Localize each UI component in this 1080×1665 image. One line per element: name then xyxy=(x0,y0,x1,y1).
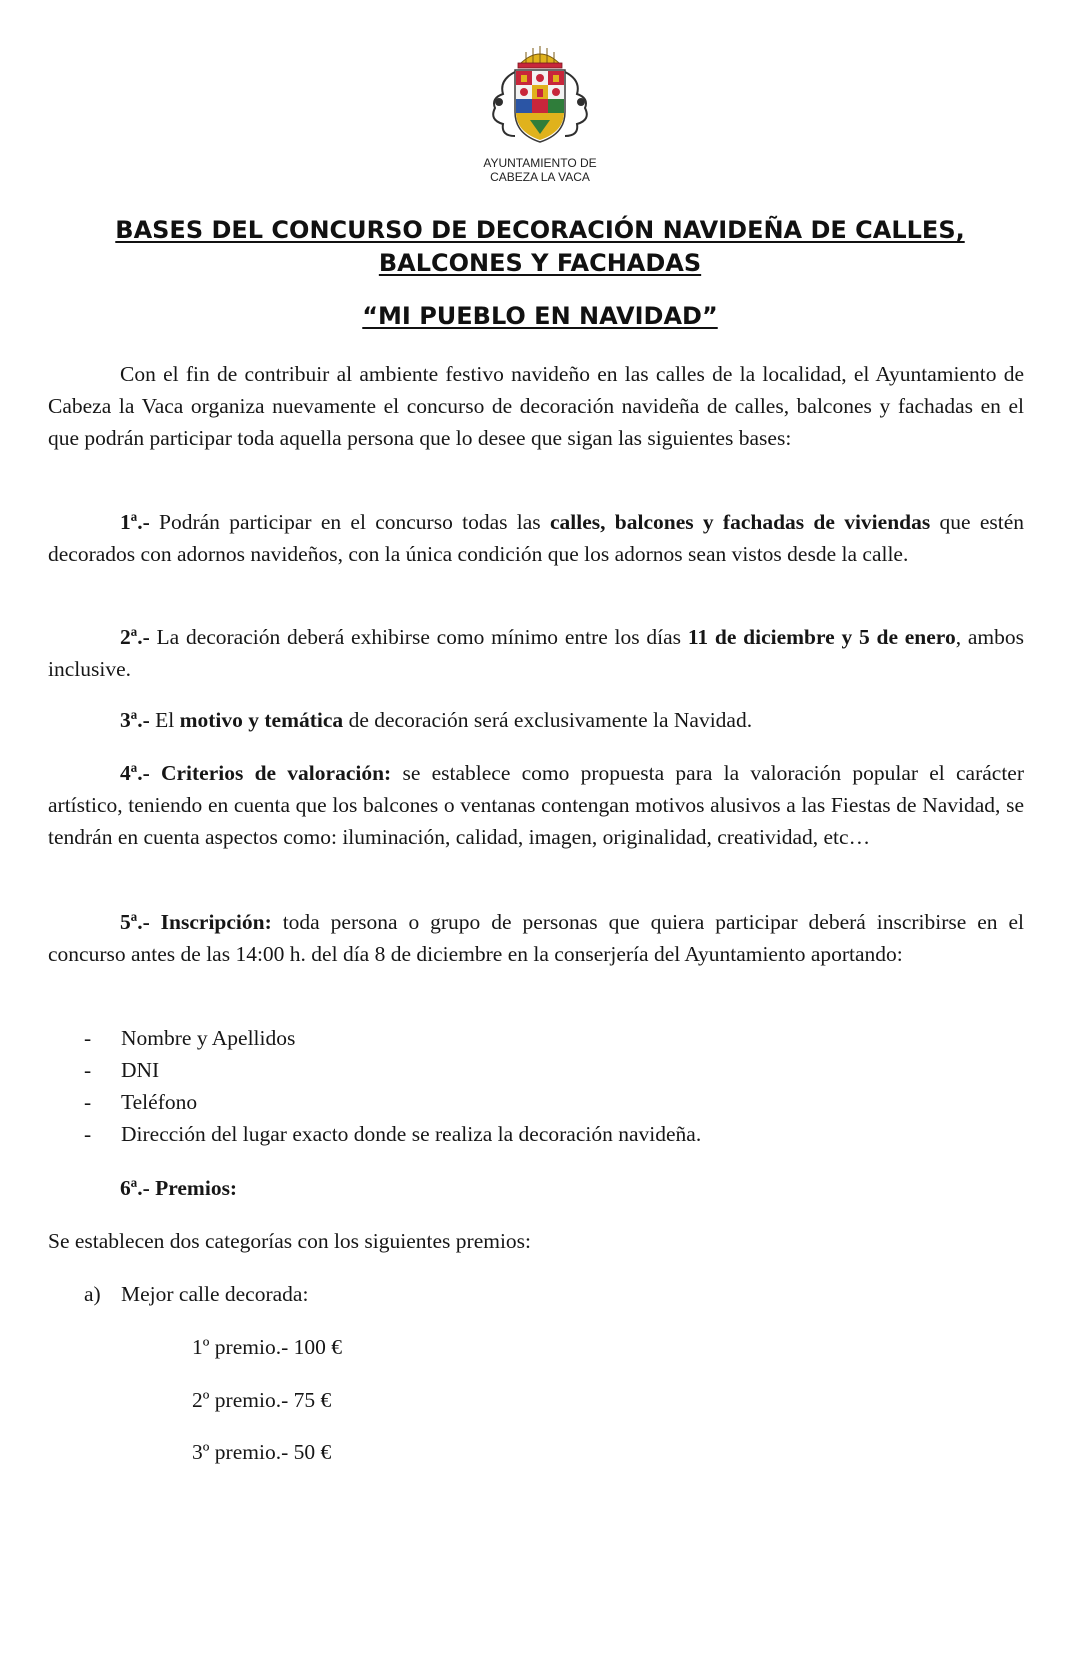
base-2-post: , ambos inclusive. xyxy=(48,625,1024,681)
prize-first: 1º premio.- 100 € xyxy=(192,1335,342,1359)
logo-caption-line1: AYUNTAMIENTO DE xyxy=(483,156,597,170)
category-a xyxy=(84,1278,308,1310)
base-1-number: 1ª.- xyxy=(120,510,150,534)
document-subtitle-block xyxy=(60,300,1020,333)
base-3-pre: El xyxy=(149,708,180,732)
document-subtitle: “MI PUEBLO EN NAVIDAD” xyxy=(362,302,718,330)
base-2-bold: 11 de diciembre y 5 de enero xyxy=(687,625,956,649)
title-line1: BASES DEL CONCURSO DE DECORACIÓN NAVIDEÑA DE CALLES, xyxy=(115,216,965,244)
base-3-number: 3ª.- xyxy=(120,708,150,732)
requirements-list xyxy=(48,1022,1008,1150)
base-2-pre: La decoración deberá exhibirse como mínimo entre los días xyxy=(149,625,688,649)
category-a-label: a) xyxy=(84,1282,101,1306)
category-a-name: Mejor calle decorada: xyxy=(121,1282,309,1306)
base-4-number: 4ª.- xyxy=(120,761,150,785)
requirement-text: Nombre y Apellidos xyxy=(121,1026,296,1050)
intro-text: Con el fin de contribuir al ambiente festivo navideño en las calles de la localidad, el Ayuntamiento de Cabeza la Vaca organiza nuevamente el concurso de decoración navideña de calles, balcones y fachadas en el que podrán participar toda aquella persona que lo desee que sigan las siguientes bases: xyxy=(48,362,1024,450)
base-4-post: se establece como propuesta para la valoración popular el carácter artístico, teniendo en cuenta que los balcones o ventanas contengan motivos alusivos a las Fiestas de Navidad, se tendrán en cuenta aspectos como: iluminación, calidad, imagen, originalidad, creatividad, etc… xyxy=(48,761,1025,849)
base-3-post: de decoración será exclusivamente la Navidad. xyxy=(343,708,753,732)
intro-paragraph xyxy=(48,358,1024,454)
list-item: - DNI xyxy=(84,1058,160,1082)
logo-caption xyxy=(0,156,1080,184)
logo-caption-line2: CABEZA LA VACA xyxy=(490,170,590,184)
base-5-bold: Inscripción: xyxy=(149,910,272,934)
document-title xyxy=(60,214,1020,280)
base-1-bold: calles, balcones y fachadas de viviendas xyxy=(549,510,931,534)
base-1 xyxy=(48,506,1024,570)
base-1-post: que estén decorados con adornos navideños, con la única condición que los adornos sean vistos desde la calle. xyxy=(48,510,1025,566)
list-item: - Teléfono xyxy=(84,1090,198,1114)
prize-third: 3º premio.- 50 € xyxy=(192,1440,332,1464)
list-item: - Dirección del lugar exacto donde se realiza la decoración navideña. xyxy=(84,1122,702,1146)
coat-of-arms-icon xyxy=(485,42,595,148)
title-line2: BALCONES Y FACHADAS xyxy=(378,249,702,277)
requirement-text: Dirección del lugar exacto donde se realiza la decoración navideña. xyxy=(121,1122,702,1146)
base-5-post: toda persona o grupo de personas que quiera participar deberá inscribirse en el concurso antes de las 14:00 h. del día 8 de diciembre en la conserjería del Ayuntamiento aportando: xyxy=(48,910,1024,966)
base-3 xyxy=(48,704,1024,736)
base-2-number: 2ª.- xyxy=(120,625,150,649)
municipal-logo xyxy=(0,42,1080,184)
crown-icon xyxy=(518,46,562,68)
requirement-text: DNI xyxy=(121,1058,160,1082)
shield-icon xyxy=(515,70,565,142)
base-3-bold: motivo y temática xyxy=(179,708,344,732)
base-6-heading: 6ª.- Premios: xyxy=(120,1176,238,1200)
base-5-number: 5ª.- xyxy=(120,910,150,934)
base-5 xyxy=(48,906,1024,970)
prize-second: 2º premio.- 75 € xyxy=(192,1388,332,1412)
prizes-intro: Se establecen dos categorías con los siguientes premios: xyxy=(48,1229,532,1253)
base-4 xyxy=(48,757,1024,853)
list-item: - Nombre y Apellidos xyxy=(84,1026,296,1050)
base-1-pre: Podrán participar en el concurso todas las xyxy=(149,510,550,534)
requirement-text: Teléfono xyxy=(121,1090,198,1114)
base-2 xyxy=(48,621,1024,685)
base-4-bold: Criterios de valoración: xyxy=(149,761,392,785)
